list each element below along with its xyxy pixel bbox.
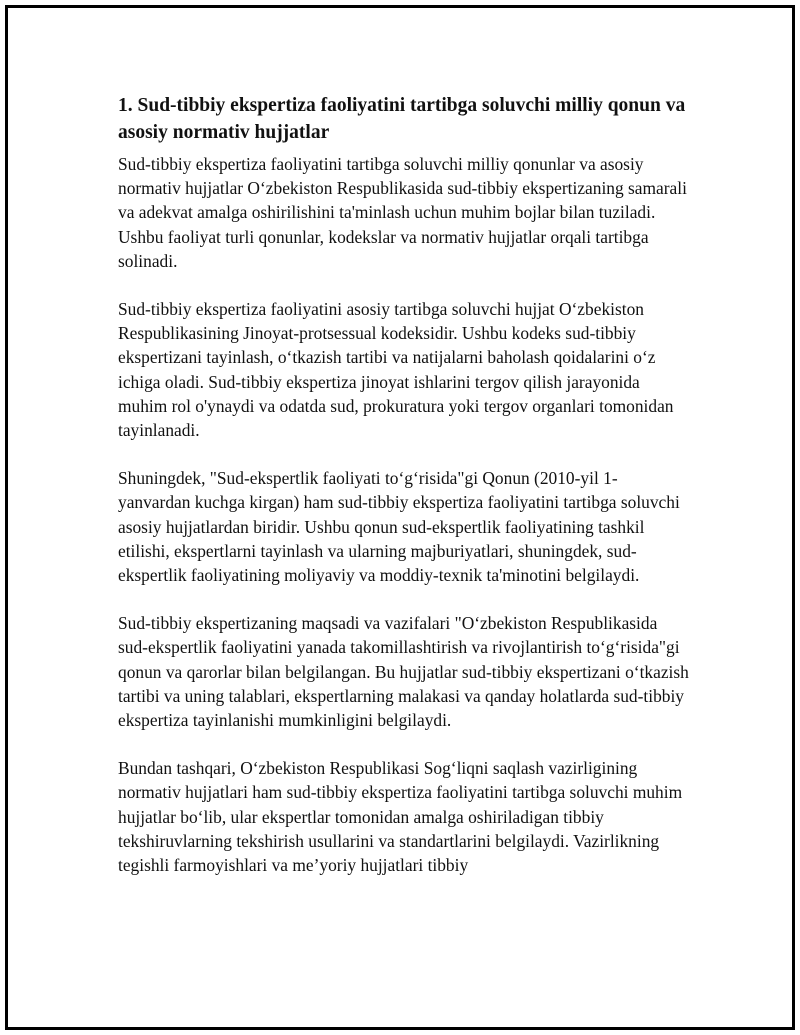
document-body bbox=[118, 92, 690, 901]
paragraph-3: Shuningdek, "Sud-ekspertlik faoliyati to‘g‘risida"gi Qonun (2010-yil 1-yanvardan kuchga kirgan) ham sud-tibbiy ekspertiza faoliyatini tartibga soluvchi asosiy hujjatlardan biridir. Ushbu qonun sud-ekspertlik faoliyatining tashkil etilishi, ekspertlarni tayinlash va ularning majburiyatlari, shuningdek, sud-ekspertlik faoliyatining moliyaviy va moddiy-texnik ta'minotini belgilaydi. bbox=[118, 468, 680, 586]
paragraph-4: Sud-tibbiy ekspertizaning maqsadi va vazifalari "O‘zbekiston Respublikasida sud-ekspertlik faoliyatini yanada takomillashtirish va rivojlantirish to‘g‘risida"gi qonun va qarorlar bilan belgilangan. Bu hujjatlar sud-tibbiy ekspertizani o‘tkazish tartibi va uning talablari, ekspertlarning malakasi va qanday holatlarda sud-tibbiy ekspertiza tayinlanishi mumkinligini belgilaydi. bbox=[118, 613, 689, 731]
paragraph-5: Bundan tashqari, O‘zbekiston Respublikasi Sog‘liqni saqlash vazirligining normativ hujjatlari ham sud-tibbiy ekspertiza faoliyatini tartibga soluvchi muhim hujjatlar bo‘lib, ular ekspertlar tomonidan amalga oshiriladigan tibbiy tekshiruvlarning tekshirish usullarini va standartlarini belgilaydi. Vazirlikning tegishli farmoyishlari va me’yoriy hujjatlari tibbiy bbox=[118, 758, 683, 876]
paragraph-2: Sud-tibbiy ekspertiza faoliyatini asosiy tartibga soluvchi hujjat O‘zbekiston Respublikasining Jinoyat-protsessual kodeksidir. Ushbu kodeks sud-tibbiy ekspertizani tayinlash, o‘tkazish tartibi va natijalarni baholash qoidalarini o‘z ichiga oladi. Sud-tibbiy ekspertiza jinoyat ishlarini tergov qilish jarayonida muhim rol o'ynaydi va odatda sud, prokuratura yoki tergov organlari tomonidan tayinlanadi. bbox=[118, 299, 674, 441]
section-heading: 1. Sud-tibbiy ekspertiza faoliyatini tartibga soluvchi milliy qonun va asosiy normativ hujjatlar bbox=[118, 95, 686, 143]
paragraph-1: Sud-tibbiy ekspertiza faoliyatini tartibga soluvchi milliy qonunlar va asosiy normativ hujjatlar O‘zbekiston Respublikasida sud-tibbiy ekspertizaning samarali va adekvat amalga oshirilishini ta'minlash uchun muhim bojlar bilan tuziladi. Ushbu faoliyat turli qonunlar, kodekslar va normativ hujjatlar orqali tartibga solinadi. bbox=[118, 154, 687, 271]
